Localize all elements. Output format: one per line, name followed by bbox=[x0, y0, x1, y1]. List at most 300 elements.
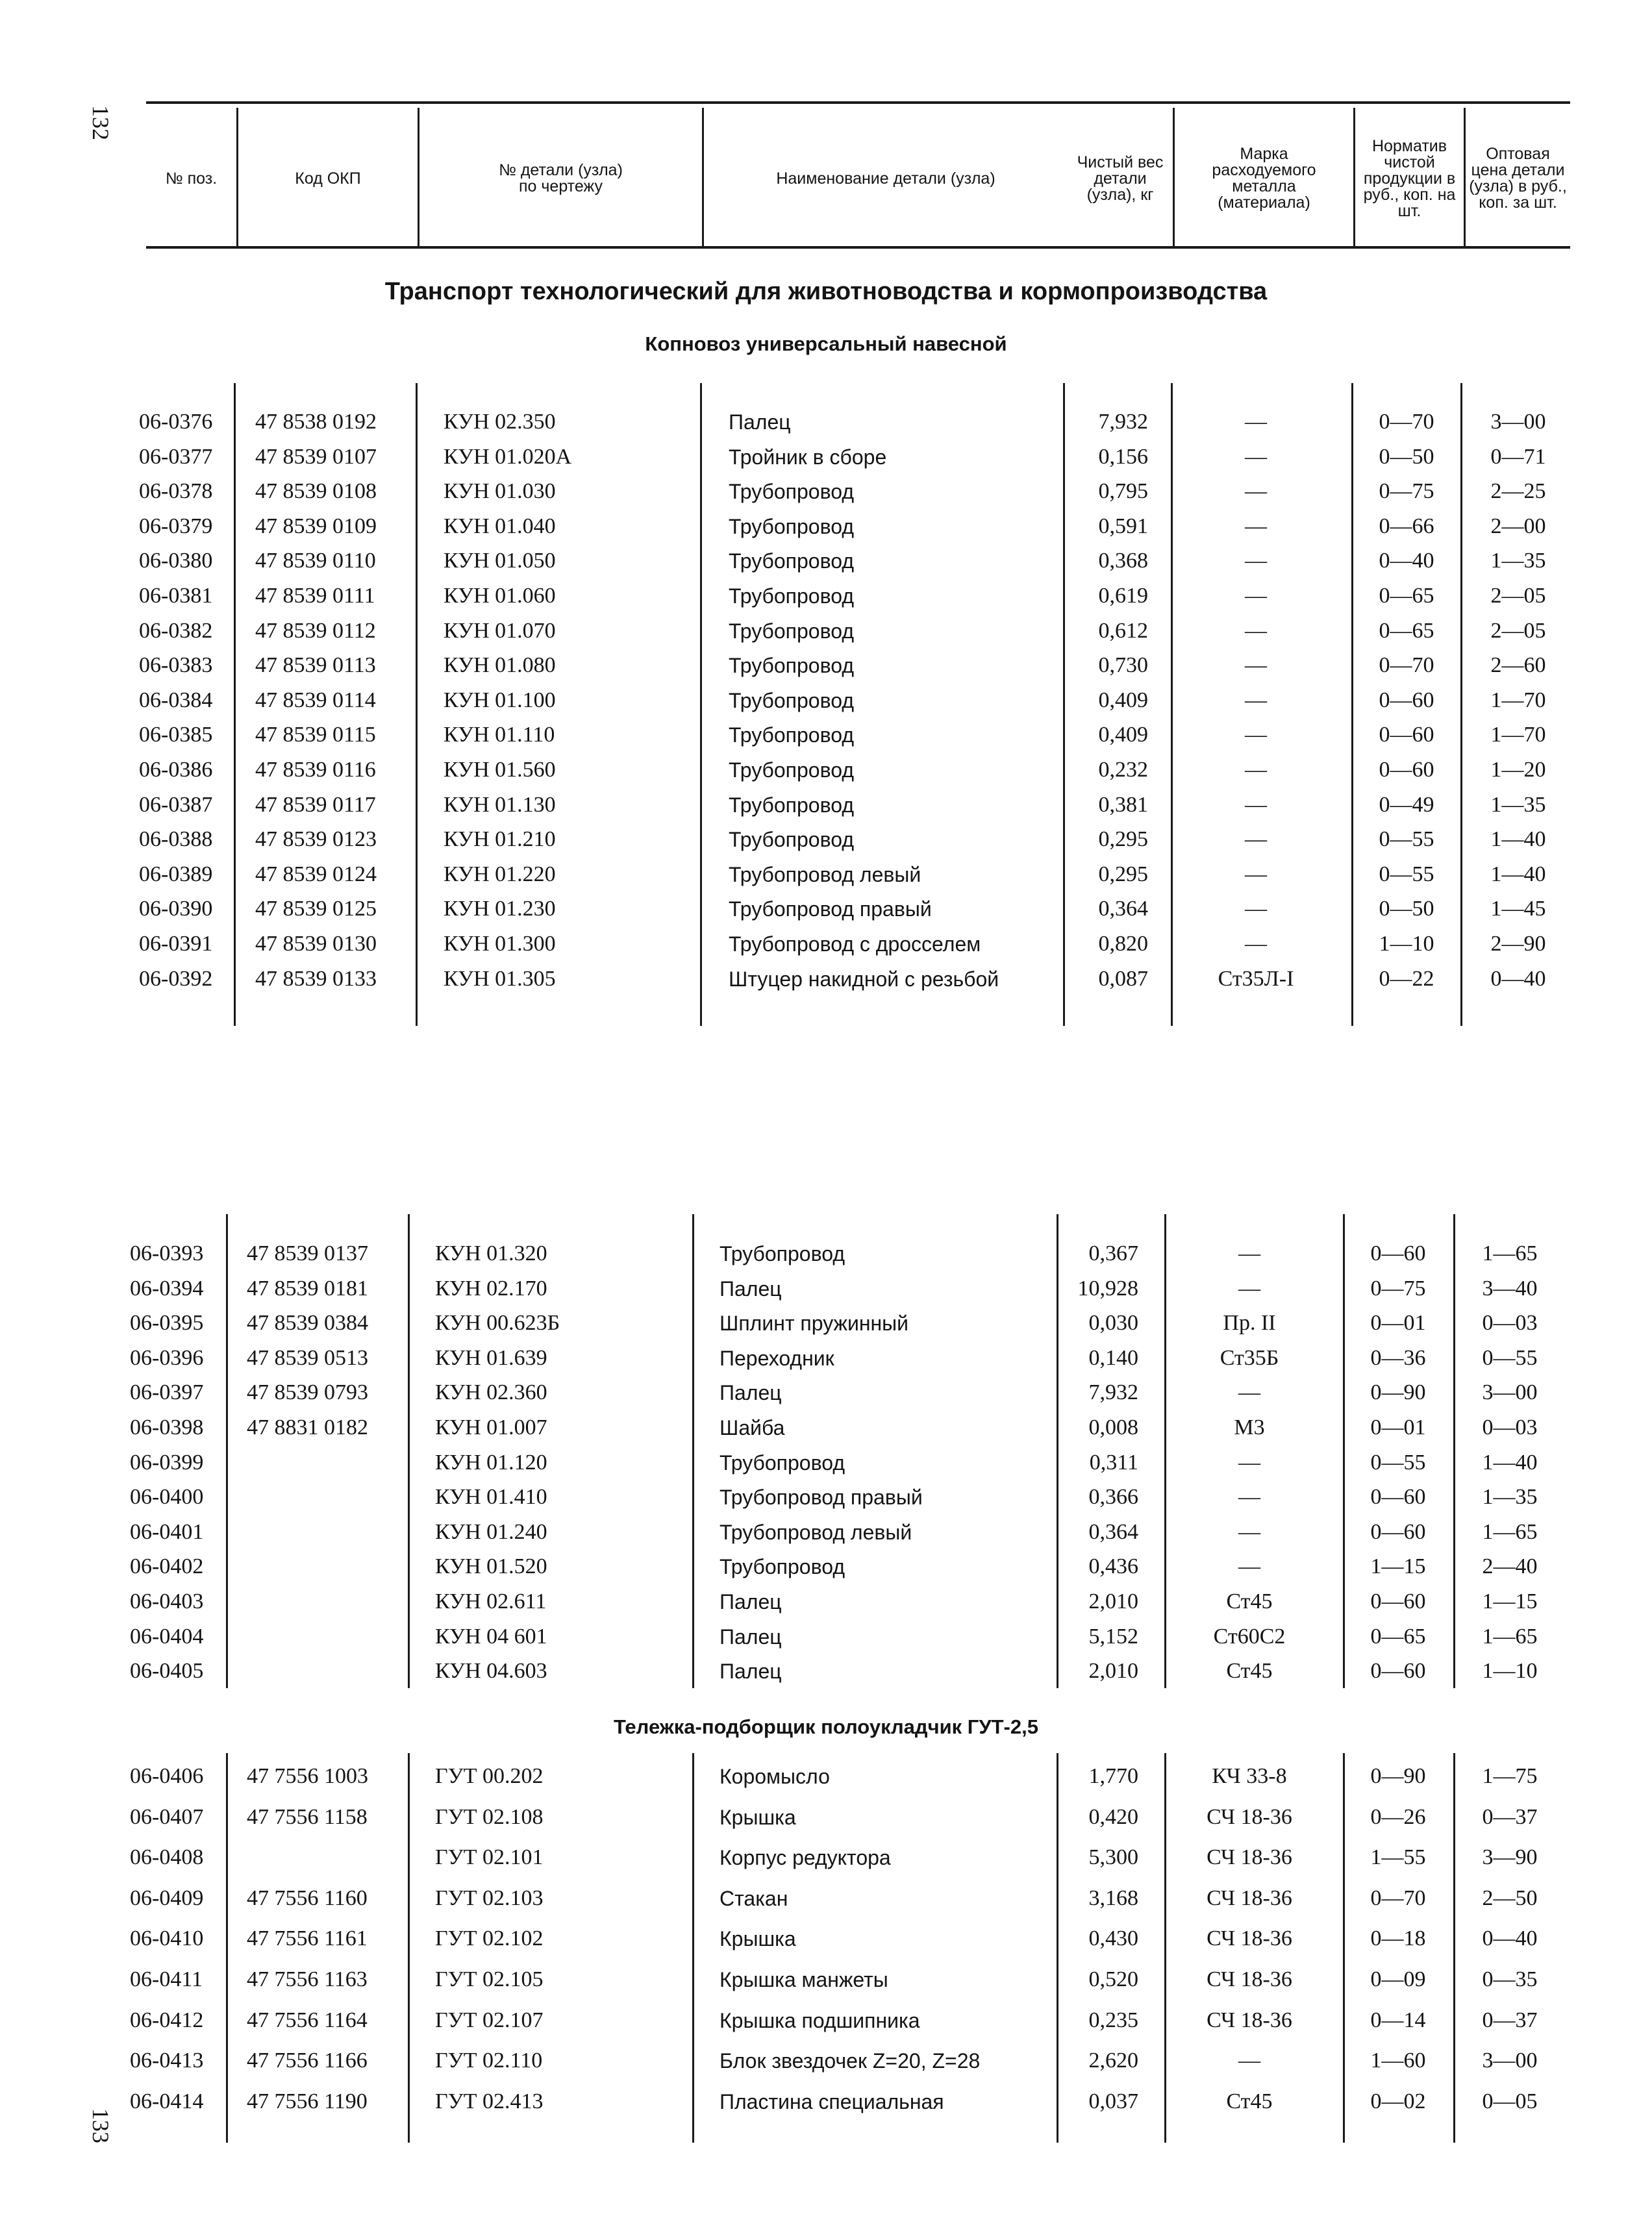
part-name-cell: Шайба bbox=[720, 1416, 785, 1439]
norm-cell: 1—60 bbox=[1370, 2048, 1426, 2073]
pos-cell: 06-0376 bbox=[139, 410, 213, 434]
price-cell: 2—00 bbox=[1490, 514, 1546, 538]
part-name-cell: Трубопровод bbox=[720, 1555, 845, 1578]
pos-cell: 06-0413 bbox=[130, 2048, 204, 2073]
weight-cell: 0,364 bbox=[1088, 1520, 1138, 1544]
okp-code-cell: 47 8539 0793 bbox=[247, 1380, 368, 1404]
weight-cell: 5,152 bbox=[1088, 1625, 1138, 1649]
okp-code-cell: 47 8539 0111 bbox=[255, 584, 375, 608]
weight-cell: 0,795 bbox=[1098, 479, 1148, 503]
price-cell: 1—10 bbox=[1482, 1659, 1538, 1683]
okp-code-cell: 47 7556 1190 bbox=[247, 2089, 368, 2113]
weight-cell: 0,520 bbox=[1088, 1967, 1138, 1991]
price-cell: 0—35 bbox=[1482, 1967, 1538, 1991]
drawing-number-cell: КУН 02.350 bbox=[444, 410, 556, 434]
drawing-number-cell: ГУТ 02.413 bbox=[435, 2089, 544, 2113]
drawing-number-cell: КУН 01.210 bbox=[444, 827, 556, 851]
okp-code-cell: 47 8539 0124 bbox=[255, 862, 377, 886]
weight-cell: 7,932 bbox=[1088, 1380, 1138, 1404]
norm-cell: 0—60 bbox=[1370, 1520, 1426, 1544]
norm-cell: 0—60 bbox=[1370, 1589, 1426, 1613]
weight-cell: 0,730 bbox=[1098, 653, 1148, 677]
material-cell: Ст60С2 bbox=[1213, 1625, 1286, 1649]
part-name-cell: Трубопровод bbox=[729, 515, 854, 538]
column-header: Оптовая цена детали (узла) в руб., коп. за шт. bbox=[1469, 145, 1567, 212]
okp-code-cell: 47 8539 0117 bbox=[255, 793, 376, 817]
okp-code-cell: 47 7556 1003 bbox=[247, 1764, 368, 1788]
price-cell: 0—40 bbox=[1490, 967, 1546, 991]
material-cell: — bbox=[1245, 688, 1267, 712]
drawing-number-cell: КУН 01.060 bbox=[444, 584, 556, 608]
material-cell: — bbox=[1245, 514, 1267, 538]
drawing-number-cell: КУН 02.611 bbox=[435, 1589, 547, 1613]
group-title: Копновоз универсальный навесной bbox=[645, 332, 1007, 355]
part-name-cell: Трубопровод bbox=[729, 654, 854, 677]
pos-cell: 06-0379 bbox=[139, 514, 213, 538]
price-cell: 2—60 bbox=[1490, 653, 1546, 677]
group-title: Тележка-подборщик полоукладчик ГУТ-2,5 bbox=[614, 1715, 1038, 1738]
norm-cell: 0—65 bbox=[1370, 1625, 1426, 1649]
price-cell: 1—15 bbox=[1482, 1589, 1538, 1613]
part-name-cell: Трубопровод bbox=[720, 1451, 845, 1475]
price-cell: 0—71 bbox=[1490, 445, 1546, 469]
price-cell: 0—03 bbox=[1482, 1311, 1538, 1335]
material-cell: — bbox=[1245, 827, 1267, 851]
price-cell: 2—90 bbox=[1490, 932, 1546, 956]
column-divider bbox=[692, 1753, 694, 2143]
part-name-cell: Палец bbox=[720, 1381, 782, 1404]
part-name-cell: Трубопровод правый bbox=[729, 897, 932, 921]
weight-cell: 0,367 bbox=[1088, 1241, 1138, 1265]
part-name-cell: Трубопровод bbox=[729, 584, 854, 608]
drawing-number-cell: ГУТ 02.110 bbox=[435, 2048, 543, 2073]
pos-cell: 06-0401 bbox=[130, 1520, 204, 1544]
price-cell: 1—70 bbox=[1490, 723, 1546, 747]
material-cell: — bbox=[1245, 653, 1267, 677]
price-cell: 3—00 bbox=[1482, 1380, 1538, 1404]
weight-cell: 0,295 bbox=[1098, 862, 1148, 886]
part-name-cell: Палец bbox=[720, 1277, 782, 1301]
material-cell: — bbox=[1238, 1485, 1260, 1509]
pos-cell: 06-0414 bbox=[130, 2089, 204, 2113]
drawing-number-cell: КУН 01.030 bbox=[444, 479, 556, 503]
pos-cell: 06-0406 bbox=[130, 1764, 204, 1788]
price-cell: 0—37 bbox=[1482, 2008, 1538, 2032]
norm-cell: 0—55 bbox=[1370, 1451, 1426, 1475]
section-title: Транспорт технологический для животноводства и кормопроизводства bbox=[384, 278, 1268, 305]
drawing-number-cell: КУН 01.040 bbox=[444, 514, 556, 538]
part-name-cell: Трубопровод левый bbox=[729, 863, 921, 886]
okp-code-cell: 47 7556 1158 bbox=[247, 1805, 368, 1829]
pos-cell: 06-0387 bbox=[139, 793, 213, 817]
okp-code-cell: 47 7556 1166 bbox=[247, 2048, 368, 2073]
part-name-cell: Трубопровод bbox=[729, 480, 854, 503]
pos-cell: 06-0396 bbox=[130, 1346, 204, 1370]
pos-cell: 06-0378 bbox=[139, 479, 213, 503]
okp-code-cell: 47 8539 0116 bbox=[255, 758, 376, 782]
weight-cell: 0,612 bbox=[1098, 619, 1148, 643]
part-name-cell: Трубопровод bbox=[729, 549, 854, 573]
pos-cell: 06-0405 bbox=[130, 1659, 204, 1683]
okp-code-cell: 47 8539 0125 bbox=[255, 897, 377, 921]
okp-code-cell: 47 8539 0107 bbox=[255, 445, 377, 469]
price-cell: 1—40 bbox=[1482, 1451, 1538, 1475]
okp-code-cell: 47 8539 0113 bbox=[255, 653, 376, 677]
norm-cell: 0—50 bbox=[1379, 445, 1434, 469]
pos-cell: 06-0407 bbox=[130, 1805, 204, 1829]
norm-cell: 1—15 bbox=[1370, 1554, 1426, 1578]
norm-cell: 0—75 bbox=[1379, 479, 1434, 503]
okp-code-cell: 47 8539 0130 bbox=[255, 932, 377, 956]
weight-cell: 0,156 bbox=[1098, 445, 1148, 469]
drawing-number-cell: КУН 01.520 bbox=[435, 1554, 547, 1578]
weight-cell: 3,168 bbox=[1088, 1886, 1138, 1910]
price-cell: 1—45 bbox=[1490, 897, 1546, 921]
column-divider bbox=[234, 383, 236, 1026]
okp-code-cell: 47 8539 0513 bbox=[247, 1346, 368, 1370]
okp-code-cell: 47 8539 0133 bbox=[255, 967, 377, 991]
part-name-cell: Палец bbox=[720, 1590, 782, 1613]
material-cell: КЧ 33-8 bbox=[1212, 1764, 1287, 1788]
okp-code-cell: 47 8831 0182 bbox=[247, 1415, 368, 1439]
part-name-cell: Стакан bbox=[720, 1887, 788, 1910]
page-number-bottom: 133 bbox=[88, 2108, 114, 2143]
part-name-cell: Палец bbox=[720, 1660, 782, 1683]
weight-cell: 0,008 bbox=[1088, 1415, 1138, 1439]
drawing-number-cell: КУН 01.050 bbox=[444, 549, 556, 573]
part-name-cell: Трубопровод bbox=[729, 793, 854, 817]
material-cell: СЧ 18-36 bbox=[1207, 1805, 1292, 1829]
norm-cell: 0—75 bbox=[1370, 1276, 1426, 1301]
pos-cell: 06-0409 bbox=[130, 1886, 204, 1910]
header-top-rule bbox=[146, 101, 1570, 104]
part-name-cell: Крышка подшипника bbox=[720, 2009, 920, 2032]
column-divider bbox=[1164, 1214, 1166, 1688]
column-header: Наименование детали (узла) bbox=[776, 169, 995, 188]
pos-cell: 06-0381 bbox=[139, 584, 213, 608]
column-divider bbox=[1171, 383, 1173, 1026]
column-divider bbox=[408, 1214, 410, 1688]
price-cell: 0—37 bbox=[1482, 1805, 1538, 1829]
drawing-number-cell: КУН 01.080 bbox=[444, 653, 556, 677]
norm-cell: 0—70 bbox=[1379, 653, 1434, 677]
norm-cell: 0—50 bbox=[1379, 897, 1434, 921]
page-number-top: 132 bbox=[88, 105, 114, 140]
part-name-cell: Трубопровод левый bbox=[720, 1521, 912, 1544]
okp-code-cell: 47 8539 0108 bbox=[255, 479, 377, 503]
price-cell: 1—35 bbox=[1490, 793, 1546, 817]
material-cell: — bbox=[1238, 1276, 1260, 1301]
price-cell: 2—05 bbox=[1490, 584, 1546, 608]
material-cell: — bbox=[1245, 549, 1267, 573]
drawing-number-cell: КУН 01.220 bbox=[444, 862, 556, 886]
pos-cell: 06-0400 bbox=[130, 1485, 204, 1509]
weight-cell: 0,409 bbox=[1098, 688, 1148, 712]
price-cell: 3—40 bbox=[1482, 1276, 1538, 1301]
drawing-number-cell: КУН 00.623Б bbox=[435, 1311, 560, 1335]
weight-cell: 0,820 bbox=[1098, 932, 1148, 956]
norm-cell: 0—90 bbox=[1370, 1380, 1426, 1404]
weight-cell: 0,037 bbox=[1088, 2089, 1138, 2113]
drawing-number-cell: ГУТ 02.107 bbox=[435, 2008, 544, 2032]
weight-cell: 2,620 bbox=[1088, 2048, 1138, 2073]
pos-cell: 06-0395 bbox=[130, 1311, 204, 1335]
column-divider bbox=[226, 1753, 228, 2143]
weight-cell: 0,436 bbox=[1088, 1554, 1138, 1578]
price-cell: 0—40 bbox=[1482, 1926, 1538, 1950]
price-cell: 2—25 bbox=[1490, 479, 1546, 503]
pos-cell: 06-0382 bbox=[139, 619, 213, 643]
weight-cell: 5,300 bbox=[1088, 1845, 1138, 1869]
price-cell: 2—50 bbox=[1482, 1886, 1538, 1910]
weight-cell: 0,087 bbox=[1098, 967, 1148, 991]
drawing-number-cell: КУН 01.110 bbox=[444, 723, 555, 747]
part-name-cell: Трубопровод bbox=[729, 828, 854, 851]
okp-code-cell: 47 8539 0115 bbox=[255, 723, 376, 747]
drawing-number-cell: КУН 01.100 bbox=[444, 688, 556, 712]
okp-code-cell: 47 8539 0114 bbox=[255, 688, 376, 712]
drawing-number-cell: КУН 02.360 bbox=[435, 1380, 547, 1404]
okp-code-cell: 47 8539 0123 bbox=[255, 827, 377, 851]
column-header: Марка расходуемого металла (материала) bbox=[1212, 145, 1316, 212]
norm-cell: 0—65 bbox=[1379, 584, 1434, 608]
column-divider bbox=[226, 1214, 228, 1688]
norm-cell: 0—66 bbox=[1379, 514, 1434, 538]
okp-code-cell: 47 8539 0110 bbox=[255, 549, 376, 573]
material-cell: — bbox=[1245, 932, 1267, 956]
pos-cell: 06-0398 bbox=[130, 1415, 204, 1439]
part-name-cell: Трубопровод bbox=[729, 758, 854, 782]
part-name-cell: Переходник bbox=[720, 1347, 834, 1370]
price-cell: 2—40 bbox=[1482, 1554, 1538, 1578]
drawing-number-cell: ГУТ 02.108 bbox=[435, 1805, 544, 1829]
price-cell: 2—05 bbox=[1490, 619, 1546, 643]
material-cell: СЧ 18-36 bbox=[1207, 1967, 1292, 1991]
norm-cell: 0—55 bbox=[1379, 827, 1434, 851]
material-cell: — bbox=[1238, 1451, 1260, 1475]
drawing-number-cell: КУН 01.120 bbox=[435, 1451, 547, 1475]
pos-cell: 06-0388 bbox=[139, 827, 213, 851]
weight-cell: 0,235 bbox=[1088, 2008, 1138, 2032]
column-divider bbox=[692, 1214, 694, 1688]
norm-cell: 1—55 bbox=[1370, 1845, 1426, 1869]
weight-cell: 0,364 bbox=[1098, 897, 1148, 921]
weight-cell: 0,295 bbox=[1098, 827, 1148, 851]
norm-cell: 0—60 bbox=[1370, 1659, 1426, 1683]
pos-cell: 06-0399 bbox=[130, 1451, 204, 1475]
weight-cell: 0,311 bbox=[1089, 1451, 1138, 1475]
part-name-cell: Пластина специальная bbox=[720, 2090, 944, 2113]
norm-cell: 0—18 bbox=[1370, 1926, 1426, 1950]
price-cell: 0—03 bbox=[1482, 1415, 1538, 1439]
okp-code-cell: 47 7556 1161 bbox=[247, 1926, 368, 1950]
material-cell: М3 bbox=[1234, 1415, 1265, 1439]
part-name-cell: Крышка bbox=[720, 1806, 796, 1829]
drawing-number-cell: КУН 01.320 bbox=[435, 1241, 547, 1265]
price-cell: 1—70 bbox=[1490, 688, 1546, 712]
material-cell: СЧ 18-36 bbox=[1207, 1926, 1292, 1950]
price-cell: 1—20 bbox=[1490, 758, 1546, 782]
pos-cell: 06-0377 bbox=[139, 445, 213, 469]
material-cell: — bbox=[1245, 723, 1267, 747]
part-name-cell: Тройник в сборе bbox=[729, 445, 887, 469]
material-cell: Ст45 bbox=[1226, 2089, 1273, 2113]
pos-cell: 06-0380 bbox=[139, 549, 213, 573]
material-cell: Пр. II bbox=[1223, 1311, 1276, 1335]
norm-cell: 1—10 bbox=[1379, 932, 1434, 956]
drawing-number-cell: ГУТ 02.102 bbox=[435, 1926, 544, 1950]
price-cell: 1—65 bbox=[1482, 1520, 1538, 1544]
okp-code-cell: 47 8539 0112 bbox=[255, 619, 376, 643]
material-cell: СЧ 18-36 bbox=[1207, 1886, 1292, 1910]
weight-cell: 0,366 bbox=[1088, 1485, 1138, 1509]
norm-cell: 0—70 bbox=[1379, 410, 1434, 434]
pos-cell: 06-0386 bbox=[139, 758, 213, 782]
part-name-cell: Крышка манжеты bbox=[720, 1968, 888, 1991]
material-cell: — bbox=[1245, 445, 1267, 469]
drawing-number-cell: КУН 01.020А bbox=[444, 445, 572, 469]
norm-cell: 0—01 bbox=[1370, 1415, 1426, 1439]
okp-code-cell: 47 8539 0109 bbox=[255, 514, 377, 538]
norm-cell: 0—26 bbox=[1370, 1805, 1426, 1829]
norm-cell: 0—60 bbox=[1379, 723, 1434, 747]
weight-cell: 2,010 bbox=[1088, 1589, 1138, 1613]
price-cell: 1—75 bbox=[1482, 1764, 1538, 1788]
column-header: Чистый вес детали (узла), кг bbox=[1077, 153, 1164, 204]
material-cell: — bbox=[1238, 1520, 1260, 1544]
weight-cell: 0,591 bbox=[1098, 514, 1148, 538]
material-cell: — bbox=[1238, 1554, 1260, 1578]
material-cell: Ст35Б bbox=[1220, 1346, 1279, 1370]
pos-cell: 06-0390 bbox=[139, 897, 213, 921]
price-cell: 3—00 bbox=[1490, 410, 1546, 434]
material-cell: — bbox=[1238, 1241, 1260, 1265]
material-cell: — bbox=[1245, 584, 1267, 608]
drawing-number-cell: КУН 04.603 bbox=[435, 1659, 547, 1683]
pos-cell: 06-0411 bbox=[130, 1967, 203, 1991]
price-cell: 1—65 bbox=[1482, 1625, 1538, 1649]
drawing-number-cell: КУН 01.305 bbox=[444, 967, 556, 991]
price-cell: 1—65 bbox=[1482, 1241, 1538, 1265]
weight-cell: 0,430 bbox=[1088, 1926, 1138, 1950]
norm-cell: 0—49 bbox=[1379, 793, 1434, 817]
norm-cell: 0—60 bbox=[1379, 758, 1434, 782]
material-cell: — bbox=[1245, 793, 1267, 817]
drawing-number-cell: ГУТ 02.105 bbox=[435, 1967, 544, 1991]
pos-cell: 06-0408 bbox=[130, 1845, 204, 1869]
norm-cell: 0—36 bbox=[1370, 1346, 1426, 1370]
pos-cell: 06-0393 bbox=[130, 1241, 204, 1265]
norm-cell: 0—40 bbox=[1379, 549, 1434, 573]
weight-cell: 0,368 bbox=[1098, 549, 1148, 573]
okp-code-cell: 47 7556 1164 bbox=[247, 2008, 368, 2032]
price-cell: 0—05 bbox=[1482, 2089, 1538, 2113]
drawing-number-cell: КУН 01.230 bbox=[444, 897, 556, 921]
drawing-number-cell: КУН 02.170 bbox=[435, 1276, 547, 1301]
pos-cell: 06-0412 bbox=[130, 2008, 204, 2032]
material-cell: — bbox=[1245, 619, 1267, 643]
okp-code-cell: 47 8539 0137 bbox=[247, 1241, 368, 1265]
norm-cell: 0—22 bbox=[1379, 967, 1434, 991]
pos-cell: 06-0397 bbox=[130, 1380, 204, 1404]
pos-cell: 06-0383 bbox=[139, 653, 213, 677]
okp-code-cell: 47 7556 1163 bbox=[247, 1967, 368, 1991]
norm-cell: 0—60 bbox=[1370, 1485, 1426, 1509]
part-name-cell: Палец bbox=[720, 1625, 782, 1649]
part-name-cell: Крышка bbox=[720, 1927, 796, 1950]
pos-cell: 06-0385 bbox=[139, 723, 213, 747]
drawing-number-cell: КУН 01.560 bbox=[444, 758, 556, 782]
norm-cell: 0—55 bbox=[1379, 862, 1434, 886]
drawing-number-cell: КУН 01.639 bbox=[435, 1346, 547, 1370]
material-cell: — bbox=[1245, 897, 1267, 921]
part-name-cell: Штуцер накидной с резьбой bbox=[729, 967, 999, 991]
column-divider bbox=[1164, 1753, 1166, 2143]
drawing-number-cell: ГУТ 00.202 bbox=[435, 1764, 544, 1788]
weight-cell: 0,030 bbox=[1088, 1311, 1138, 1335]
column-header: № детали (узла) по чертежу bbox=[499, 161, 623, 195]
material-cell: СЧ 18-36 bbox=[1207, 2008, 1292, 2032]
drawing-number-cell: ГУТ 02.103 bbox=[435, 1886, 544, 1910]
pos-cell: 06-0402 bbox=[130, 1554, 204, 1578]
drawing-number-cell: ГУТ 02.101 bbox=[435, 1845, 544, 1869]
weight-cell: 0,420 bbox=[1088, 1805, 1138, 1829]
column-header: № поз. bbox=[165, 169, 218, 188]
okp-code-cell: 47 8539 0181 bbox=[247, 1276, 368, 1301]
column-divider bbox=[408, 1753, 410, 2143]
drawing-number-cell: КУН 01.240 bbox=[435, 1520, 547, 1544]
okp-code-cell: 47 8538 0192 bbox=[255, 410, 377, 434]
part-name-cell: Трубопровод bbox=[729, 689, 854, 712]
price-cell: 1—40 bbox=[1490, 827, 1546, 851]
drawing-number-cell: КУН 01.007 bbox=[435, 1415, 547, 1439]
norm-cell: 0—60 bbox=[1379, 688, 1434, 712]
drawing-number-cell: КУН 01.410 bbox=[435, 1485, 547, 1509]
weight-cell: 1,770 bbox=[1088, 1764, 1138, 1788]
pos-cell: 06-0404 bbox=[130, 1625, 204, 1649]
part-name-cell: Корпус редуктора bbox=[720, 1846, 891, 1869]
material-cell: — bbox=[1245, 479, 1267, 503]
pos-cell: 06-0392 bbox=[139, 967, 213, 991]
weight-cell: 10,928 bbox=[1077, 1276, 1138, 1301]
column-header: Код ОКП bbox=[295, 169, 361, 188]
material-cell: — bbox=[1245, 758, 1267, 782]
part-name-cell: Трубопровод bbox=[729, 723, 854, 747]
material-cell: СЧ 18-36 bbox=[1207, 1845, 1292, 1869]
okp-code-cell: 47 8539 0384 bbox=[247, 1311, 368, 1335]
part-name-cell: Блок звездочек Z=20, Z=28 bbox=[720, 2049, 981, 2073]
weight-cell: 0,140 bbox=[1088, 1346, 1138, 1370]
drawing-number-cell: КУН 01.300 bbox=[444, 932, 556, 956]
material-cell: — bbox=[1238, 1380, 1260, 1404]
norm-cell: 0—14 bbox=[1370, 2008, 1426, 2032]
column-divider bbox=[700, 383, 702, 1026]
price-cell: 1—40 bbox=[1490, 862, 1546, 886]
norm-cell: 0—70 bbox=[1370, 1886, 1426, 1910]
part-name-cell: Трубопровод с дросселем bbox=[729, 932, 981, 956]
norm-cell: 0—01 bbox=[1370, 1311, 1426, 1335]
part-name-cell: Трубопровод bbox=[720, 1242, 845, 1265]
material-cell: — bbox=[1245, 862, 1267, 886]
material-cell: Ст45 bbox=[1226, 1659, 1273, 1683]
price-cell: 3—00 bbox=[1482, 2048, 1538, 2073]
pos-cell: 06-0391 bbox=[139, 932, 213, 956]
price-cell: 0—55 bbox=[1482, 1346, 1538, 1370]
pos-cell: 06-0394 bbox=[130, 1276, 204, 1301]
norm-cell: 0—90 bbox=[1370, 1764, 1426, 1788]
pos-cell: 06-0384 bbox=[139, 688, 213, 712]
norm-cell: 0—65 bbox=[1379, 619, 1434, 643]
